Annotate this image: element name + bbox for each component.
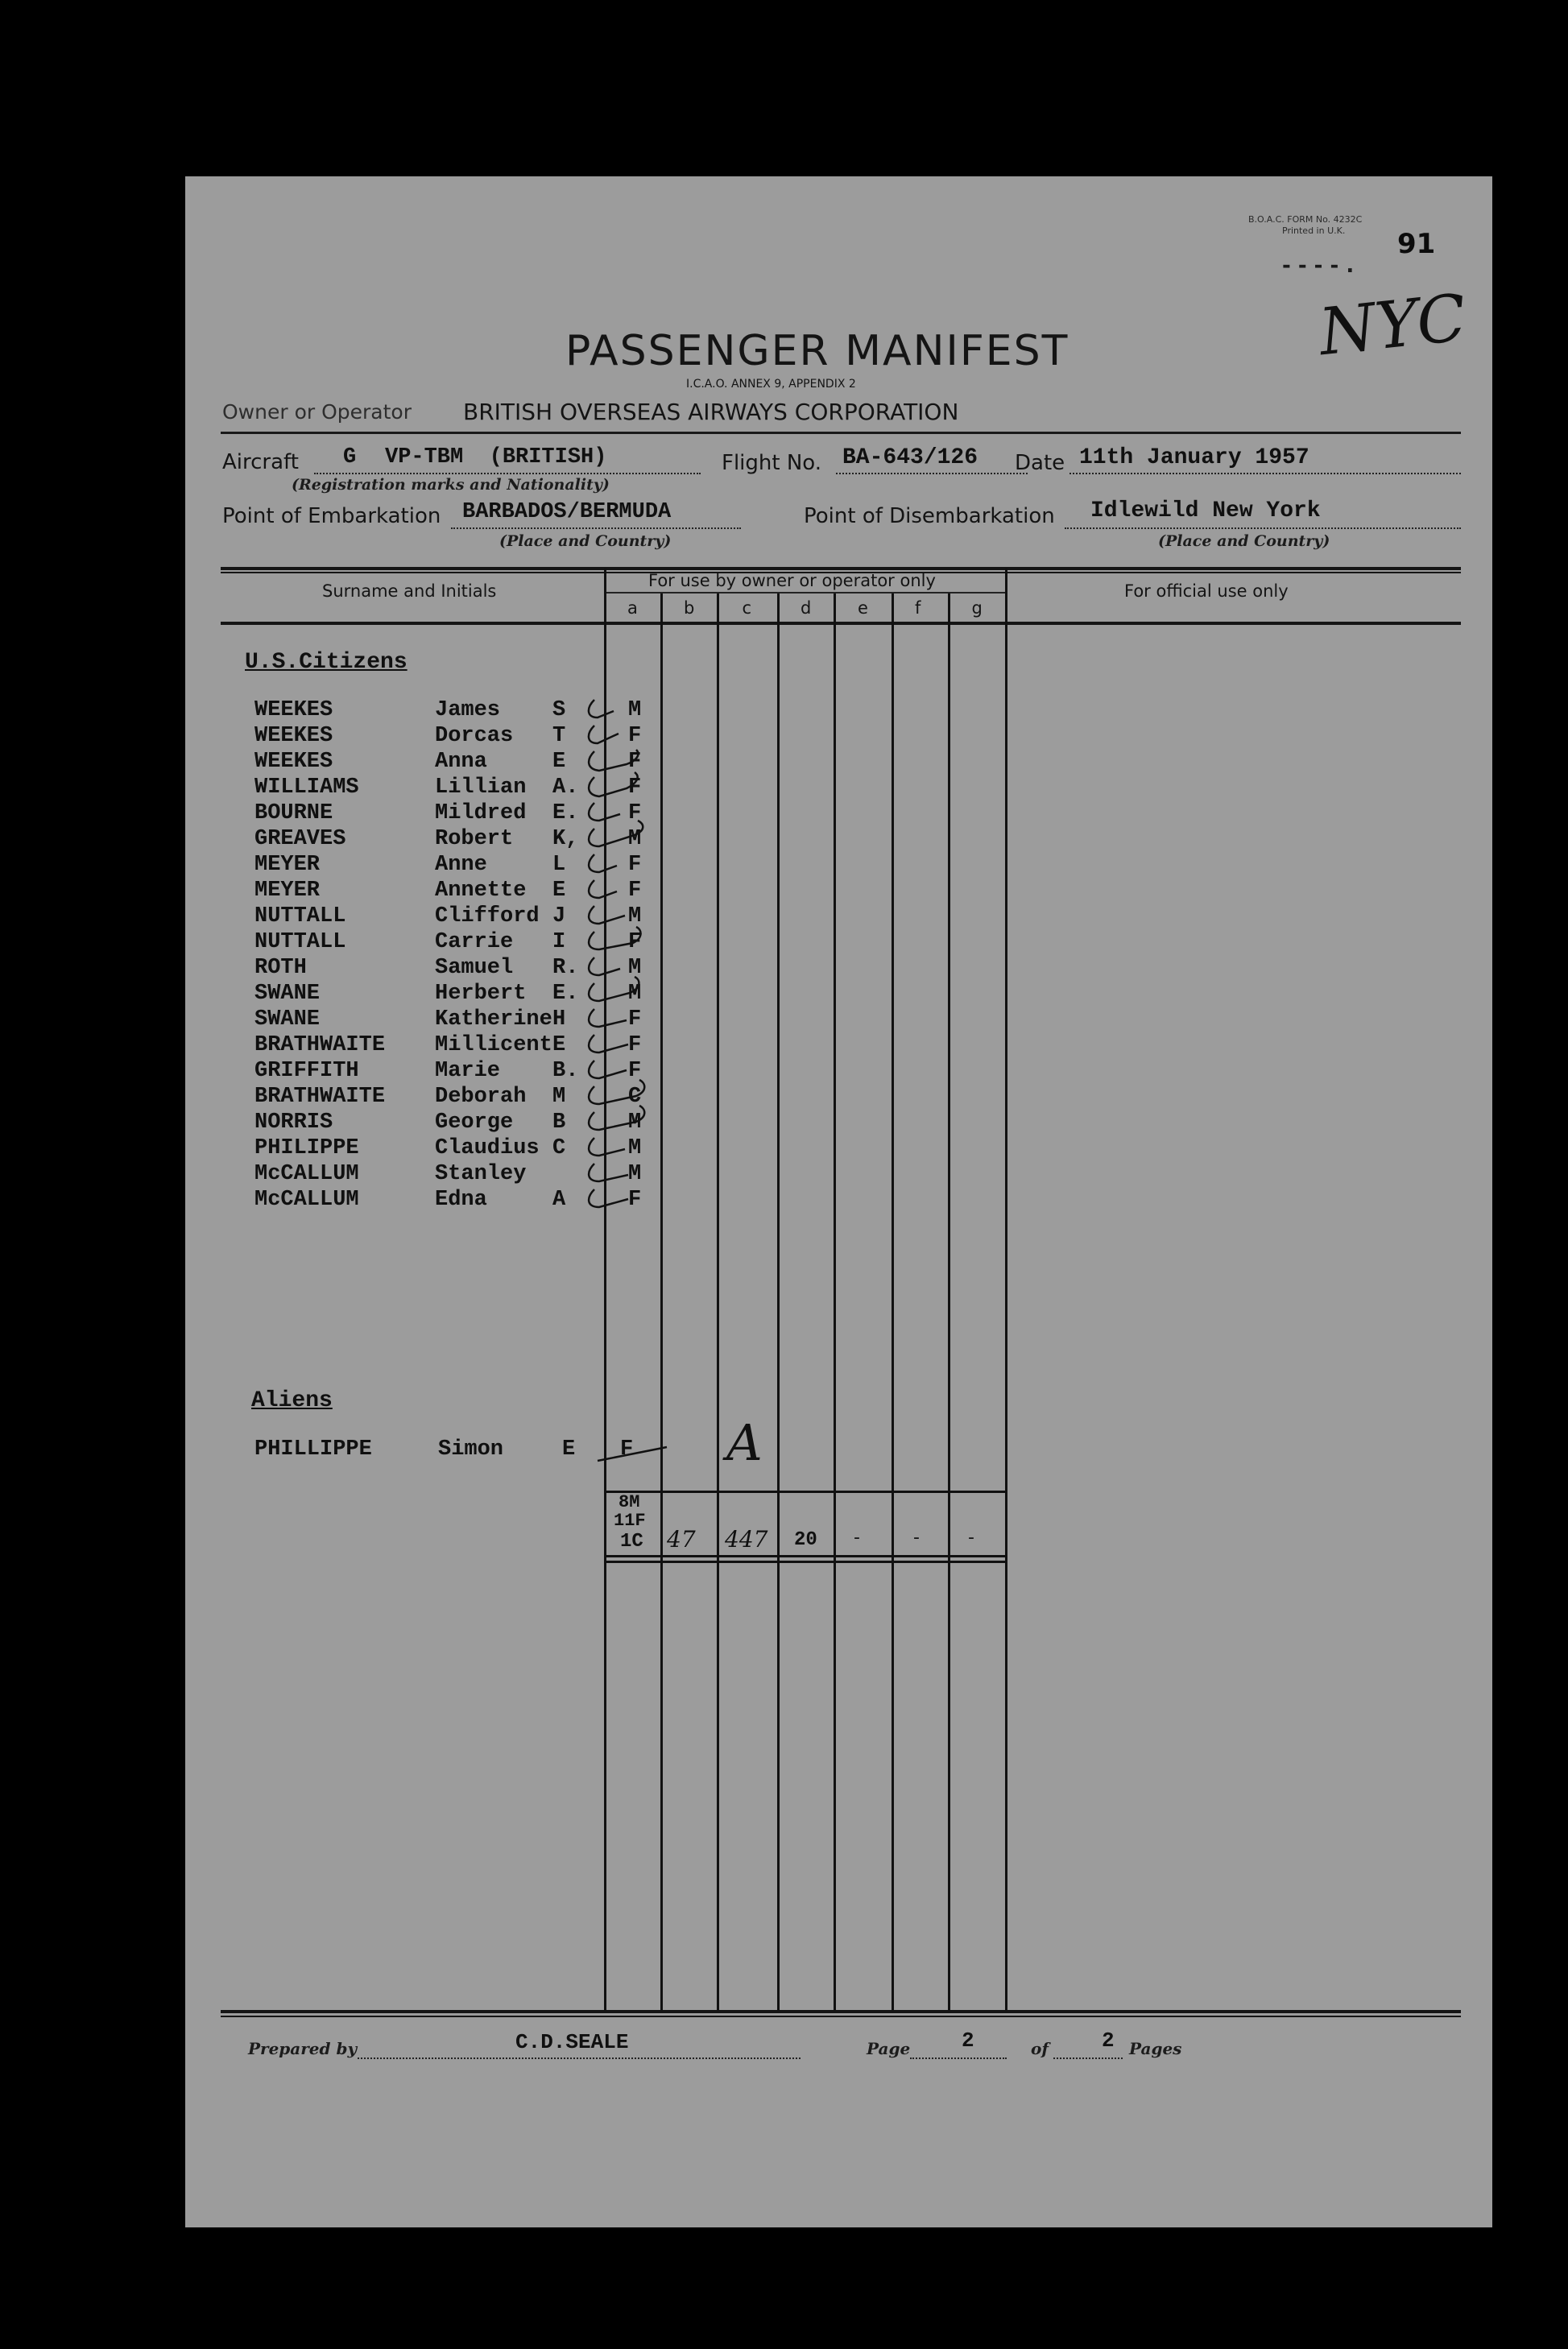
passenger-initial: C xyxy=(552,1136,566,1160)
aircraft-caption: (Registration marks and Nationality) xyxy=(292,476,610,494)
passenger-initial: K, xyxy=(552,827,579,851)
us-citizens-heading: U.S.Citizens xyxy=(245,650,408,675)
date-value: 11th January 1957 xyxy=(1079,445,1309,470)
passenger-sex: F xyxy=(628,853,642,877)
official-use-header: For official use only xyxy=(1124,581,1289,601)
passenger-given-name: Deborah xyxy=(435,1085,527,1109)
passenger-given-name: Katherine xyxy=(435,1007,552,1032)
passenger-surname: WILLIAMS xyxy=(254,775,359,800)
passenger-sex: M xyxy=(628,956,642,980)
passenger-surname: BRATHWAITE xyxy=(254,1033,386,1057)
embarkation-value: BARBADOS/BERMUDA xyxy=(462,500,672,524)
passenger-initial: E. xyxy=(552,801,579,825)
passenger-given-name: Robert xyxy=(435,827,514,851)
column-letter-g: g xyxy=(971,598,983,618)
passenger-initial: B. xyxy=(552,1059,579,1083)
passenger-given-name: Anne xyxy=(435,853,487,877)
totals-children: 1C xyxy=(620,1531,643,1553)
disembarkation-label: Point of Disembarkation xyxy=(804,504,1055,528)
owner-use-header: For use by owner or operator only xyxy=(648,571,936,590)
totals-c: 447 xyxy=(725,1526,768,1553)
passenger-sex: F xyxy=(620,1437,634,1462)
passenger-given-name: Edna xyxy=(435,1188,487,1212)
column-letter-a: a xyxy=(627,598,638,618)
passenger-given-name: Claudius xyxy=(435,1136,540,1160)
passenger-given-name: Annette xyxy=(435,879,527,903)
page-subtitle: I.C.A.O. ANNEX 9, APPENDIX 2 xyxy=(686,378,856,391)
aircraft-value: VP-TBM (BRITISH) xyxy=(385,445,607,469)
column-letter-e: e xyxy=(858,598,868,618)
passenger-surname: NORRIS xyxy=(254,1110,333,1135)
passenger-given-name: Lillian xyxy=(435,775,527,800)
passenger-initial: E xyxy=(552,879,566,903)
totals-g: - xyxy=(968,1528,974,1548)
passenger-sex: F xyxy=(628,1007,642,1032)
passenger-sex: F xyxy=(628,775,642,800)
column-letter-c: c xyxy=(742,598,752,618)
passenger-initial: H xyxy=(552,1007,566,1032)
aliens-heading: Aliens xyxy=(251,1388,333,1413)
passenger-given-name: Dorcas xyxy=(435,724,514,748)
passenger-initial: A xyxy=(552,1188,566,1212)
totals-e: - xyxy=(854,1528,860,1548)
passenger-initial: L xyxy=(552,853,566,877)
page-title: PASSENGER MANIFEST xyxy=(565,327,1069,375)
passenger-given-name: Carrie xyxy=(435,930,514,954)
column-letter-f: f xyxy=(915,598,921,618)
aircraft-label: Aircraft xyxy=(222,450,299,474)
embarkation-caption: (Place and Country) xyxy=(499,532,672,550)
prepared-by-label: Prepared by xyxy=(248,2039,358,2058)
passenger-sex: C xyxy=(628,1085,642,1109)
passenger-surname: McCALLUM xyxy=(254,1162,359,1186)
prepared-by-dotted-line xyxy=(358,2057,801,2059)
dash-marks: - - - - . xyxy=(1282,254,1355,278)
passenger-initial: J xyxy=(552,904,566,928)
column-letter-d: d xyxy=(801,598,812,618)
passenger-initial: E xyxy=(562,1437,576,1462)
passenger-surname: NUTTALL xyxy=(254,904,346,928)
form-number: B.O.A.C. FORM No. 4232C xyxy=(1248,214,1363,225)
disembarkation-caption: (Place and Country) xyxy=(1158,532,1330,550)
page-number-stamp: 91 xyxy=(1397,228,1436,260)
owner-value: BRITISH OVERSEAS AIRWAYS CORPORATION xyxy=(463,399,959,425)
passenger-given-name: Marie xyxy=(435,1059,501,1083)
passenger-sex: F xyxy=(628,879,642,903)
passenger-surname: WEEKES xyxy=(254,698,333,722)
passenger-surname: ROTH xyxy=(254,956,307,980)
passenger-surname: PHILLIPPE xyxy=(254,1437,372,1462)
passenger-sex: F xyxy=(628,750,642,774)
of-label: of xyxy=(1031,2039,1049,2058)
totals-b: 47 xyxy=(667,1526,696,1553)
owner-label: Owner or Operator xyxy=(222,400,412,424)
prepared-by-value: C.D.SEALE xyxy=(515,2030,629,2054)
embarkation-label: Point of Embarkation xyxy=(222,504,441,528)
printed-note: Printed in U.K. xyxy=(1282,225,1346,236)
passenger-mark: A xyxy=(726,1413,763,1472)
passenger-sex: M xyxy=(628,1136,642,1160)
pages-label: Pages xyxy=(1129,2039,1182,2058)
passenger-initial: A. xyxy=(552,775,579,800)
passenger-sex: F xyxy=(628,1188,642,1212)
passenger-surname: WEEKES xyxy=(254,750,333,774)
passenger-given-name: George xyxy=(435,1110,514,1135)
passenger-surname: BRATHWAITE xyxy=(254,1085,386,1109)
totals-rule-2 xyxy=(604,1561,1007,1563)
page-value: 2 xyxy=(962,2028,974,2053)
passenger-surname: PHILIPPE xyxy=(254,1136,359,1160)
passenger-initial: T xyxy=(552,724,566,748)
passenger-sex: M xyxy=(628,827,642,851)
manifest-sheet xyxy=(185,176,1492,2227)
footer-rule-2 xyxy=(221,2016,1461,2017)
of-dotted-line xyxy=(1053,2057,1123,2059)
passenger-surname: GREAVES xyxy=(254,827,346,851)
passenger-initial: E xyxy=(552,750,566,774)
totals-top-rule xyxy=(604,1491,1007,1493)
passenger-given-name: Anna xyxy=(435,750,487,774)
passenger-surname: BOURNE xyxy=(254,801,333,825)
passenger-given-name: James xyxy=(435,698,501,722)
flight-value: BA-643/126 xyxy=(842,445,978,470)
passenger-initial: M xyxy=(552,1085,566,1109)
passenger-initial: B xyxy=(552,1110,566,1135)
page-dotted-line xyxy=(910,2057,1007,2059)
passenger-given-name: Mildred xyxy=(435,801,527,825)
passenger-surname: NUTTALL xyxy=(254,930,346,954)
totals-males: 8M xyxy=(619,1492,640,1512)
passenger-given-name: Herbert xyxy=(435,982,527,1006)
disembarkation-value: Idlewild New York xyxy=(1090,498,1321,523)
aircraft-prefix: G xyxy=(343,445,357,469)
passenger-surname: MEYER xyxy=(254,879,321,903)
passenger-sex: F xyxy=(628,801,642,825)
passenger-initial: E xyxy=(552,1033,566,1057)
passenger-sex: F xyxy=(628,930,642,954)
totals-females: 11F xyxy=(614,1511,646,1531)
passenger-initial: S xyxy=(552,698,566,722)
passenger-surname: WEEKES xyxy=(254,724,333,748)
date-label: Date xyxy=(1015,451,1065,475)
totals-rule-1 xyxy=(604,1555,1007,1557)
passenger-sex: M xyxy=(628,1110,642,1135)
passenger-surname: SWANE xyxy=(254,1007,321,1032)
of-value: 2 xyxy=(1102,2028,1115,2053)
tally-marks xyxy=(185,176,1492,2227)
totals-d: 20 xyxy=(794,1529,817,1551)
totals-f: - xyxy=(913,1528,920,1548)
passenger-initial: R. xyxy=(552,956,579,980)
passenger-sex: M xyxy=(628,904,642,928)
passenger-sex: F xyxy=(628,1059,642,1083)
passenger-initial: I xyxy=(552,930,566,954)
passenger-sex: F xyxy=(628,724,642,748)
passenger-surname: McCALLUM xyxy=(254,1188,359,1212)
passenger-surname: MEYER xyxy=(254,853,321,877)
passenger-sex: M xyxy=(628,698,642,722)
passenger-sex: M xyxy=(628,982,642,1006)
footer-rule xyxy=(221,2010,1461,2013)
passenger-surname: SWANE xyxy=(254,982,321,1006)
passenger-given-name: Stanley xyxy=(435,1162,527,1186)
passenger-given-name: Samuel xyxy=(435,956,514,980)
surname-header: Surname and Initials xyxy=(322,581,497,601)
passenger-sex: M xyxy=(628,1162,642,1186)
passenger-given-name: Clifford xyxy=(435,904,540,928)
passenger-given-name: Simon xyxy=(438,1437,504,1462)
column-letter-b: b xyxy=(684,598,695,618)
nyc-handwritten-mark: NYC xyxy=(1315,279,1470,370)
passenger-surname: GRIFFITH xyxy=(254,1059,359,1083)
passenger-sex: F xyxy=(628,1033,642,1057)
flight-label: Flight No. xyxy=(722,451,822,475)
passenger-initial: E. xyxy=(552,982,579,1006)
page-label: Page xyxy=(867,2039,911,2058)
passenger-given-name: Millicent xyxy=(435,1033,552,1057)
